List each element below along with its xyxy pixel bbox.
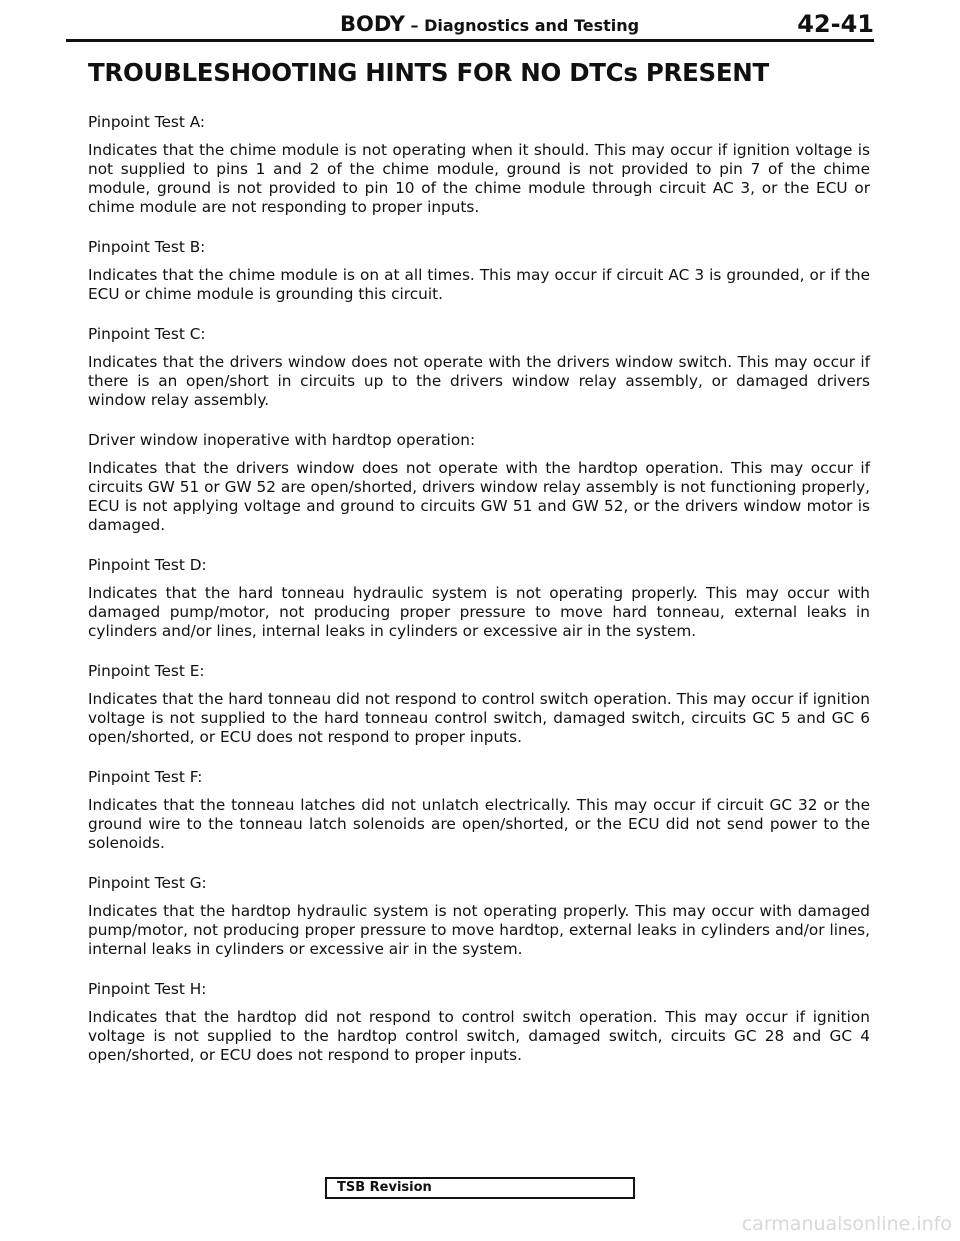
section-body: Indicates that the chime module is not operating when it should. This may occur if ignition voltage is not supplied to pins 1 and 2 of the chime module, ground is not provided to pin 7 of the chime module, ground is not provided to pin 10 of the chime module through circuit AC 3, or the ECU or chime module are not responding to proper inputs. [88,141,870,216]
section-pinpoint-test-d [88,555,870,641]
page-number: 42-41 [797,10,874,38]
section-body: Indicates that the tonneau latches did not unlatch electrically. This may occur if circuit GC 32 or the ground wire to the tonneau latch solenoids are open/shorted, or the ECU did not send power to the solenoids. [88,796,870,852]
header-title [340,12,639,36]
header-dash: – [404,16,425,35]
section-heading: Pinpoint Test C: [88,325,206,343]
section-body: Indicates that the chime module is on at all times. This may occur if circuit AC 3 is grounded, or if the ECU or chime module is grounding this circuit. [88,266,870,303]
section-heading: Pinpoint Test H: [88,980,207,998]
section-heading: Pinpoint Test A: [88,113,206,131]
page-title: TROUBLESHOOTING HINTS FOR NO DTCs PRESENT [88,58,769,87]
section-pinpoint-test-e [88,661,870,747]
header-rule [66,39,874,42]
section-heading: Driver window inoperative with hardtop operation: [88,431,476,449]
page-header [66,4,874,44]
section-pinpoint-test-f [88,767,870,853]
section-heading: Pinpoint Test D: [88,556,207,574]
header-subsection: Diagnostics and Testing [424,16,640,35]
section-body: Indicates that the hard tonneau did not respond to control switch operation. This may occur if ignition voltage is not supplied to the hard tonneau control switch, damaged switch, circuits GC 5 and GC 6 open/shorted, or ECU does not respond to proper inputs. [88,690,870,746]
tsb-revision-label: TSB Revision [337,1180,432,1195]
section-heading: Pinpoint Test E: [88,662,205,680]
header-section: BODY [340,12,405,36]
section-pinpoint-test-g [88,873,870,959]
section-pinpoint-test-b [88,237,870,304]
section-heading: Pinpoint Test G: [88,874,207,892]
section-body: Indicates that the drivers window does not operate with the drivers window switch. This may occur if there is an open/short in circuits up to the drivers window relay assembly, or damaged drivers window relay assembly. [88,353,870,409]
section-driver-window-hardtop [88,430,870,535]
section-pinpoint-test-c [88,324,870,410]
watermark: carmanualsonline.info [741,1213,952,1235]
section-heading: Pinpoint Test F: [88,768,203,786]
section-body: Indicates that the drivers window does not operate with the hardtop operation. This may occur if circuits GW 51 or GW 52 are open/shorted, drivers window relay assembly is not functioning properly, ECU is not applying voltage and ground to circuits GW 51 and GW 52, or the drivers window motor is damaged. [88,459,870,534]
section-body: Indicates that the hardtop did not respond to control switch operation. This may occur if ignition voltage is not supplied to the hardtop control switch, damaged switch, circuits GC 28 and GC 4 open/shorted, or ECU does not respond to proper inputs. [88,1008,870,1064]
content [88,112,870,1085]
section-pinpoint-test-h [88,979,870,1065]
tsb-revision-box [325,1177,635,1199]
section-body: Indicates that the hard tonneau hydraulic system is not operating properly. This may occur with damaged pump/motor, not producing proper pressure to move hard tonneau, external leaks in cylinders and/or lines, internal leaks in cylinders or excessive air in the system. [88,584,870,640]
section-body: Indicates that the hardtop hydraulic system is not operating properly. This may occur with damaged pump/motor, not producing proper pressure to move hardtop, external leaks in cylinders and/or lines, internal leaks in cylinders or excessive air in the system. [88,902,870,958]
section-pinpoint-test-a [88,112,870,217]
section-heading: Pinpoint Test B: [88,238,206,256]
